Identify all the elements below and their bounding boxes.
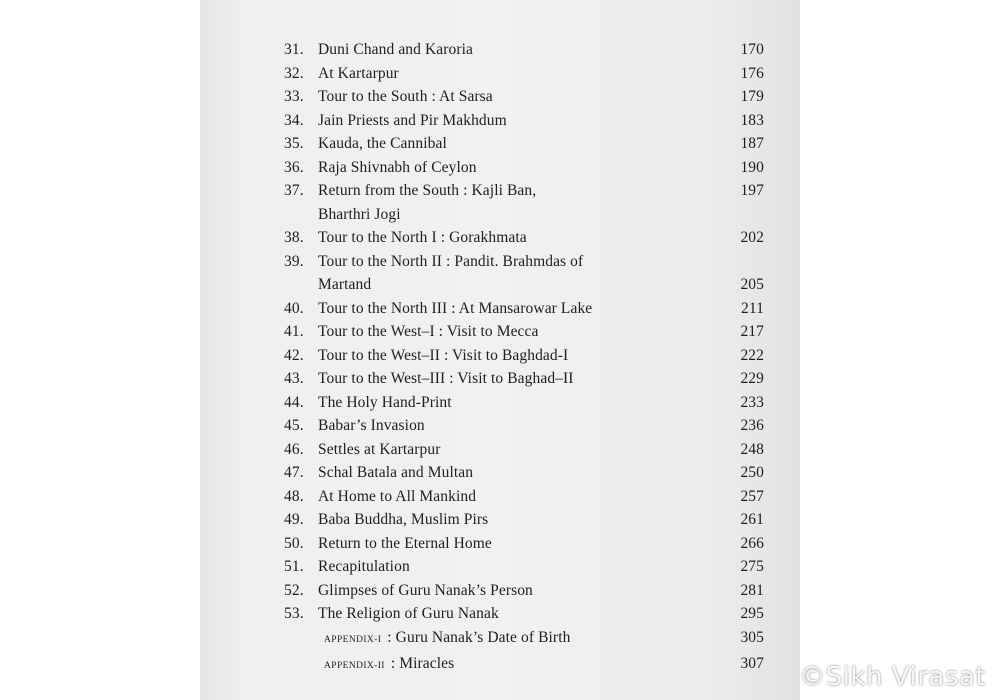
chapter-number: 50.	[284, 534, 304, 552]
chapter-title: Tour to the North I : Gorakhmata	[318, 229, 527, 246]
chapter-title: At Home to All Mankind	[318, 487, 477, 505]
page-number: 281	[740, 581, 764, 599]
page-number	[728, 250, 764, 297]
toc-entry	[284, 85, 764, 109]
page-number: 236	[740, 417, 764, 434]
chapter-title: Tour to the West–III : Visit to Baghad–II	[318, 370, 574, 387]
chapter-number: 52.	[284, 581, 304, 599]
chapter-title: Glimpses of Guru Nanak’s Person	[318, 581, 533, 599]
page-number: 275	[740, 558, 764, 575]
page-number: 211	[741, 299, 764, 317]
chapter-number: 51.	[284, 558, 304, 575]
chapter-title-line: Return from the South : Kajli Ban,	[318, 182, 537, 199]
chapter-title: Baba Buddha, Muslim Pirs	[318, 511, 489, 528]
blank-margin	[800, 0, 1000, 700]
page-number: 229	[740, 370, 764, 387]
toc-entry	[284, 414, 764, 438]
page-number: 295	[740, 605, 764, 622]
chapter-title: Raja Shivnabh of Ceylon	[318, 158, 477, 176]
page-number: 222	[740, 346, 764, 364]
page-number: 170	[740, 41, 764, 58]
page-number: 261	[740, 511, 764, 528]
chapter-title: Return to the Eternal Home	[318, 534, 492, 552]
watermark: ©Sikh Virasat	[799, 662, 986, 692]
toc-entry	[284, 297, 764, 321]
page-number: 305	[740, 628, 764, 646]
chapter-title-line: Tour to the North II : Pandit. Brahmdas of	[318, 252, 584, 270]
page-number: 257	[740, 487, 764, 505]
toc-entry	[284, 250, 764, 297]
toc-entry	[284, 485, 764, 509]
chapter-number: 41.	[284, 323, 304, 340]
chapter-title: Duni Chand and Karoria	[318, 41, 474, 58]
toc-entry	[284, 320, 764, 344]
toc-entry	[284, 532, 764, 556]
chapter-number: 33.	[284, 88, 304, 105]
toc-entry	[284, 132, 764, 156]
chapter-title: Tour to the South : At Sarsa	[318, 88, 493, 105]
toc-entry	[284, 38, 764, 62]
chapter-number: 39.	[284, 252, 304, 270]
chapter-title-line: Martand	[318, 276, 372, 293]
page-number: 197	[740, 182, 764, 199]
chapter-title: The Holy Hand-Print	[318, 393, 452, 411]
chapter-number: 47.	[284, 464, 304, 481]
toc-entry	[284, 438, 764, 462]
page-number: 202	[740, 229, 764, 246]
chapter-number: 36.	[284, 158, 304, 176]
chapter-title	[318, 250, 728, 297]
appendix-title-text: Guru Nanak’s Date of Birth	[395, 628, 571, 646]
toc-entry	[284, 461, 764, 485]
appendix-label: APPENDIX-II	[324, 661, 385, 671]
chapter-number: 46.	[284, 440, 304, 458]
chapter-number: 49.	[284, 511, 304, 528]
chapter-number: 44.	[284, 393, 304, 411]
appendix-title-text: Miracles	[399, 655, 455, 672]
page-number: 190	[740, 158, 764, 176]
appendix-title: APPENDIX-I : Guru Nanak’s Date of Birth	[324, 628, 571, 646]
toc-entry	[284, 109, 764, 133]
chapter-title	[318, 179, 728, 226]
chapter-number: 37.	[284, 182, 304, 199]
chapter-title: Settles at Kartarpur	[318, 440, 441, 458]
chapter-title: The Religion of Guru Nanak	[318, 605, 499, 622]
chapter-title: Tour to the North III : At Mansarowar Lake	[318, 299, 593, 317]
page-number: 187	[740, 135, 764, 152]
chapter-number: 40.	[284, 299, 304, 317]
toc-appendix-entry	[284, 652, 764, 679]
chapter-title-line: Bharthri Jogi	[318, 205, 401, 223]
chapter-number: 35.	[284, 135, 304, 152]
chapter-number: 42.	[284, 346, 304, 364]
toc-entry	[284, 226, 764, 250]
chapter-title: Jain Priests and Pir Makhdum	[318, 111, 507, 129]
toc-entry	[284, 367, 764, 391]
chapter-number: 45.	[284, 417, 304, 434]
page-number-value: 205	[740, 276, 764, 293]
chapter-title: Schal Batala and Multan	[318, 464, 474, 481]
chapter-number: 48.	[284, 487, 304, 505]
page-number: 250	[740, 464, 764, 481]
appendix-title: APPENDIX-II : Miracles	[324, 655, 455, 672]
toc-entry	[284, 344, 764, 368]
table-of-contents	[284, 38, 764, 679]
page-number: 217	[740, 323, 764, 340]
chapter-number: 31.	[284, 41, 304, 58]
page-number: 179	[740, 88, 764, 105]
toc-entry	[284, 579, 764, 603]
toc-entry	[284, 179, 764, 226]
chapter-title: Tour to the West–II : Visit to Baghdad-I	[318, 346, 569, 364]
book-page	[200, 0, 800, 700]
chapter-title: Tour to the West–I : Visit to Mecca	[318, 323, 539, 340]
toc-appendix-entry	[284, 626, 764, 653]
toc-entry	[284, 62, 764, 86]
page-number: 248	[740, 440, 764, 458]
page-number: 183	[740, 111, 764, 129]
page-number: 266	[740, 534, 764, 552]
appendix-label: APPENDIX-I	[324, 634, 382, 645]
toc-entry	[284, 508, 764, 532]
page-number: 176	[740, 64, 764, 82]
toc-entry	[284, 602, 764, 626]
toc-entry	[284, 391, 764, 415]
chapter-number: 38.	[284, 229, 304, 246]
chapter-title: Recapitulation	[318, 558, 410, 575]
chapter-number: 43.	[284, 370, 304, 387]
toc-entry	[284, 555, 764, 579]
chapter-number: 53.	[284, 605, 304, 622]
toc-entry	[284, 156, 764, 180]
chapter-number: 32.	[284, 64, 304, 82]
chapter-title: Kauda, the Cannibal	[318, 135, 447, 152]
page-number: 307	[740, 655, 764, 672]
chapter-title: Babar’s Invasion	[318, 417, 425, 434]
chapter-title: At Kartarpur	[318, 64, 399, 82]
page-number: 233	[740, 393, 764, 411]
chapter-number: 34.	[284, 111, 304, 129]
